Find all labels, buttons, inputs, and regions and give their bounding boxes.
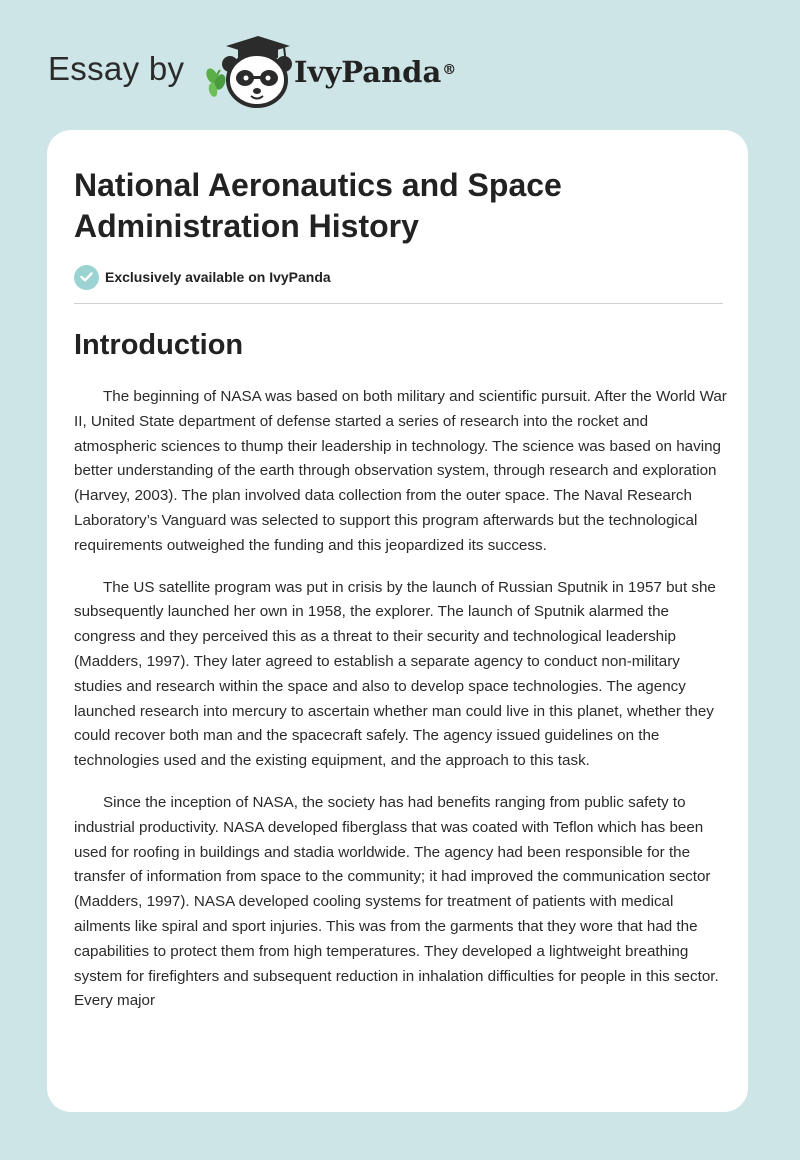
essay-card xyxy=(47,130,748,1112)
essay-by-label: Essay by xyxy=(48,50,185,87)
registered-mark: ® xyxy=(442,62,457,78)
section-heading: Introduction xyxy=(74,329,244,361)
paragraph: The beginning of NASA was based on both military and scientific pursuit. After the World War II, United State department of defense started a series of research into the rocket and atmospheric sciences to thump their leadership in technology. The science was based on having better understanding of the earth through observation system, through research and exploration (Harvey, 2003). The plan involved data collection from the outer space. The Naval Research Laboratory’s Vanguard was selected to support this program afterwards but the technological requirements outweighed the funding and this jeopardized its success. xyxy=(74,388,727,554)
brand-name[interactable] xyxy=(294,52,456,92)
brand-text: IvyPanda xyxy=(294,55,442,89)
essay-title: National Aeronautics and Space Administration History xyxy=(74,167,562,244)
essay-body xyxy=(74,385,729,1031)
check-circle-icon xyxy=(74,265,99,290)
title-divider xyxy=(74,303,723,304)
site-header xyxy=(0,0,800,120)
paragraph: Since the inception of NASA, the society has had benefits ranging from public safety to industrial productivity. NASA developed fiberglass that was coated with Teflon which has been used for roofing in buildings and stadia worldwide. The agency had been responsible for the transfer of information from space to the community; it had improved the communication sector (Madders, 1997). NASA developed cooling systems for treatment of patients with medical ailments like spiral and sport injuries. This was from the garments that they wore that had the capabilities to protect them from high temperatures. They developed a lightweight breathing system for firefighters and subsequent reduction in inhalation difficulties for people in this sector. Every major xyxy=(74,793,719,1010)
exclusive-badge xyxy=(74,264,331,290)
panda-logo-icon[interactable] xyxy=(200,36,292,108)
exclusive-badge-label: Exclusively available on IvyPanda xyxy=(105,269,331,285)
paragraph: The US satellite program was put in crisis by the launch of Russian Sputnik in 1957 but she subsequently launched her own in 1958, the explorer. The launch of Sputnik alarmed the congress and they perceived this as a threat to their security and technological leadership (Madders, 1997). They later agreed to establish a separate agency to conduct non-military studies and research within the space and also to develop space technologies. The agency launched research into mercury to ascertain whether man could live in this planet, whether they could recover both man and the spacecraft safely. The agency issued guidelines on the technologies used and the existing equipment, and the approach to this task. xyxy=(74,578,716,770)
